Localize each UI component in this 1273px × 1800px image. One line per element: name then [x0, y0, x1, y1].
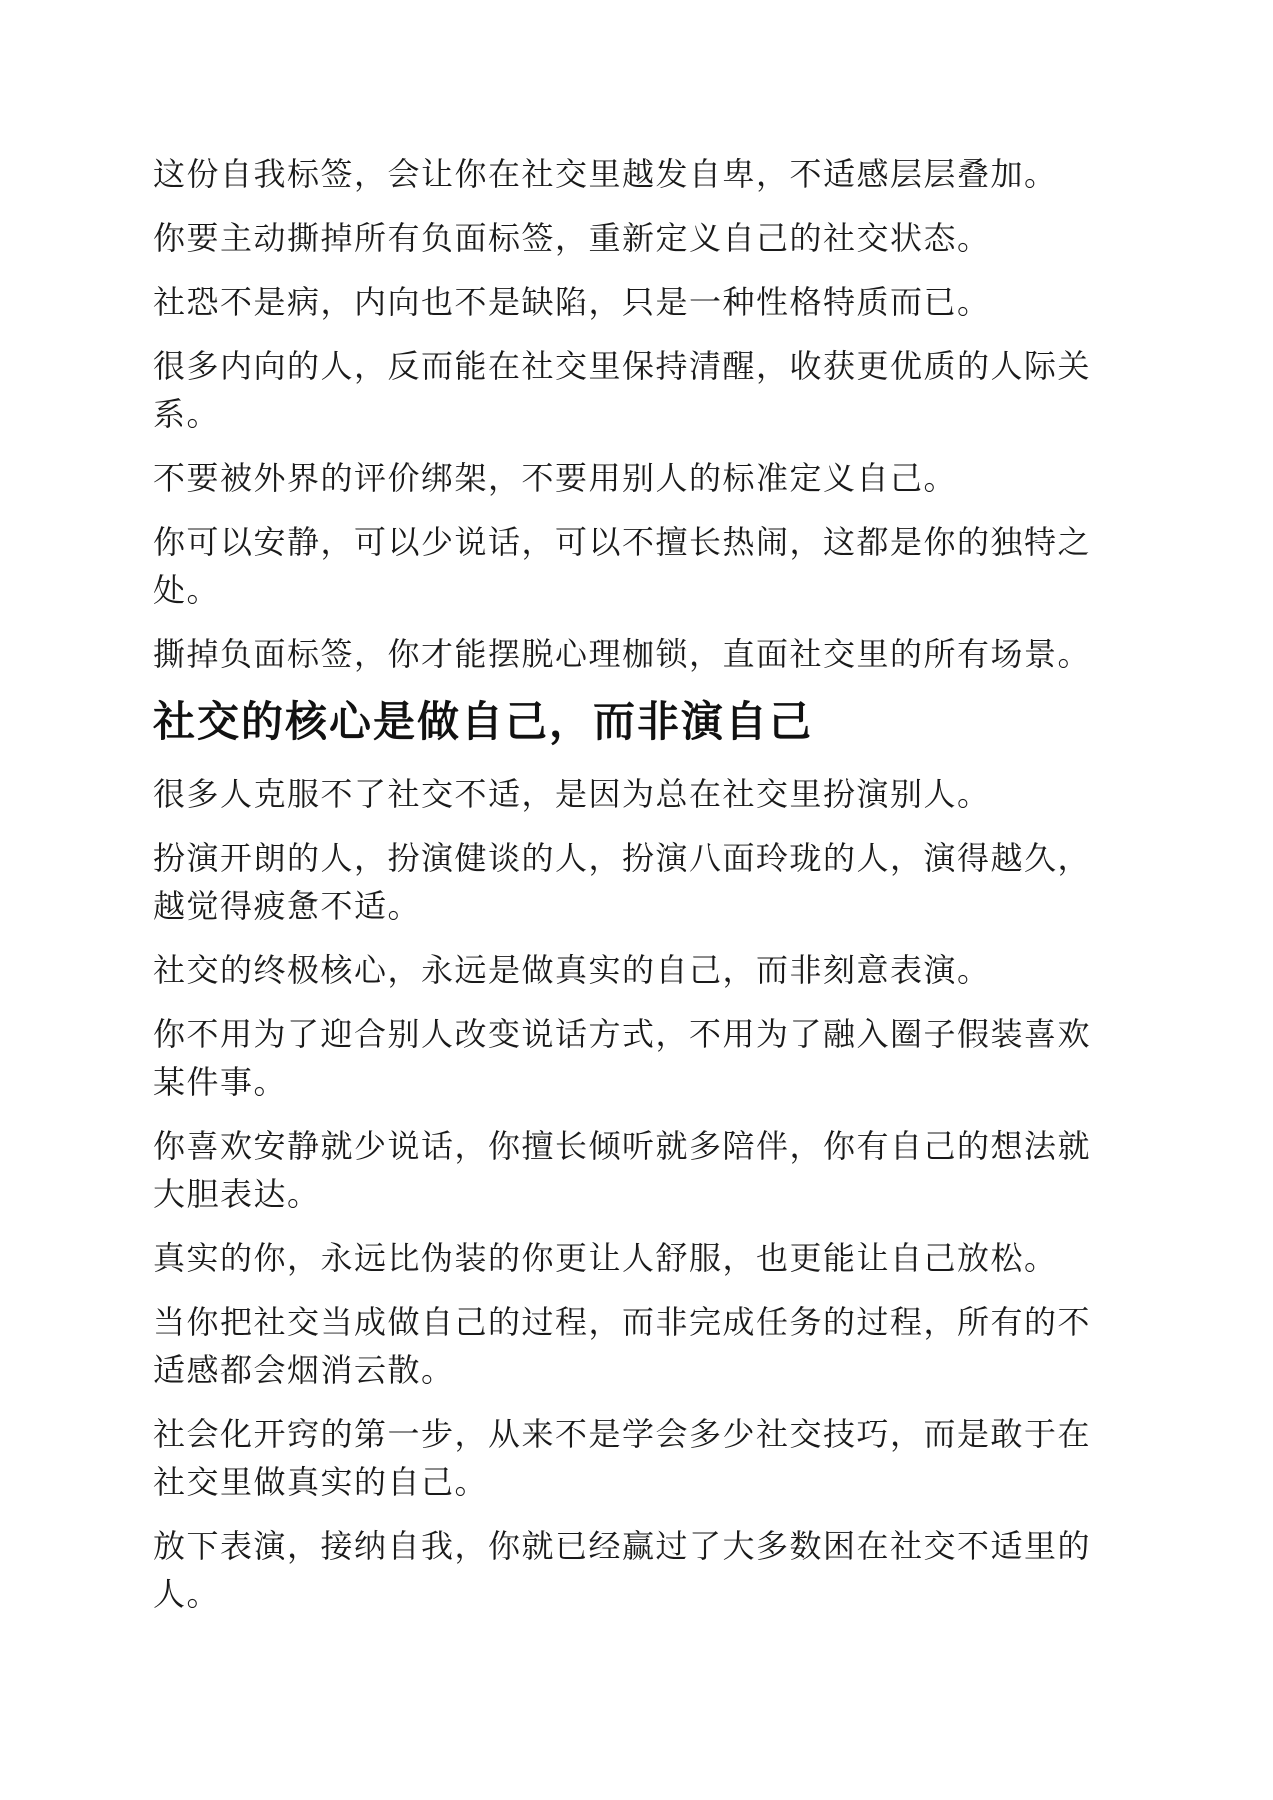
paragraph: 撕掉负面标签，你才能摆脱心理枷锁，直面社交里的所有场景。	[153, 635, 1092, 673]
paragraph: 社恐不是病，内向也不是缺陷，只是一种性格特质而已。	[153, 283, 991, 321]
paragraph: 扮演开朗的人，扮演健谈的人，扮演八面玲珑的人，演得越久，越觉得疲惫不适。	[153, 839, 1092, 925]
paragraph: 你可以安静，可以少说话，可以不擅长热闹，这都是你的独特之处。	[153, 523, 1092, 609]
paragraph: 你要主动撕掉所有负面标签，重新定义自己的社交状态。	[153, 219, 991, 257]
paragraph: 很多内向的人，反而能在社交里保持清醒，收获更优质的人际关系。	[153, 347, 1092, 433]
paragraph: 当你把社交当成做自己的过程，而非完成任务的过程，所有的不适感都会烟消云散。	[153, 1303, 1092, 1389]
section-heading: 社交的核心是做自己，而非演自己	[153, 697, 814, 746]
paragraph: 这份自我标签，会让你在社交里越发自卑，不适感层层叠加。	[153, 155, 1058, 193]
paragraph: 很多人克服不了社交不适，是因为总在社交里扮演别人。	[153, 775, 991, 813]
paragraph: 社交的终极核心，永远是做真实的自己，而非刻意表演。	[153, 951, 991, 989]
paragraph: 真实的你，永远比伪装的你更让人舒服，也更能让自己放松。	[153, 1239, 1058, 1277]
paragraph: 放下表演，接纳自我，你就已经赢过了大多数困在社交不适里的人。	[153, 1527, 1092, 1613]
paragraph: 你喜欢安静就少说话，你擅长倾听就多陪伴，你有自己的想法就大胆表达。	[153, 1127, 1092, 1213]
paragraph: 社会化开窍的第一步，从来不是学会多少社交技巧，而是敢于在社交里做真实的自己。	[153, 1415, 1092, 1501]
document-body	[153, 150, 1123, 1634]
paragraph: 不要被外界的评价绑架，不要用别人的标准定义自己。	[153, 459, 958, 497]
paragraph: 你不用为了迎合别人改变说话方式，不用为了融入圈子假装喜欢某件事。	[153, 1015, 1092, 1101]
